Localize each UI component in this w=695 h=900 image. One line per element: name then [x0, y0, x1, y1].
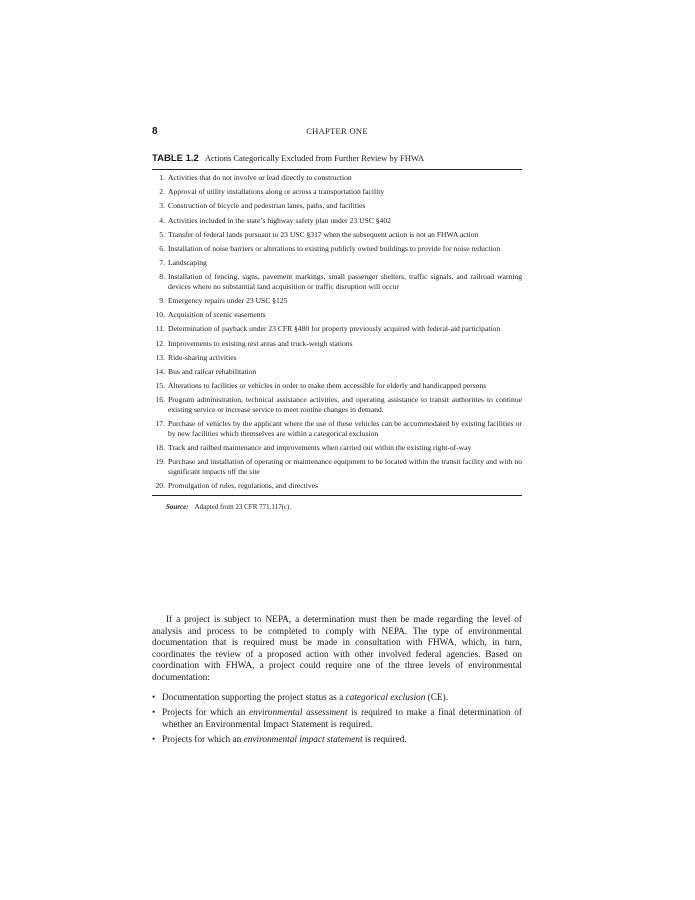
table-item-number: 4. — [159, 215, 165, 225]
bullet-item — [152, 693, 522, 705]
table-item-text: Emergency repairs under 23 USC §125 — [168, 296, 288, 306]
table-item-text: Activities that do not involve or lead directly to construction — [168, 173, 352, 182]
table-item — [152, 216, 522, 226]
table-item-text: Determination of payback under 23 CFR §480 for property previously acquired with federal-aid participation — [168, 324, 501, 334]
bullet-text-pre: Projects for which an — [162, 735, 244, 746]
table-title: Actions Categorically Excluded from Further Review by FHWA — [204, 153, 425, 163]
table-item-number: 8. — [159, 272, 165, 282]
bullet-text-post: (CE). — [425, 692, 449, 703]
table-item-text: Alterations to facilities or vehicles in order to make them accessible for elderly and handicapped persons — [168, 381, 487, 391]
table-item-number: 5. — [159, 229, 165, 239]
bullet-item — [152, 708, 522, 731]
table-item — [152, 353, 522, 363]
table-item-number: 7. — [159, 258, 165, 268]
body-text — [152, 615, 522, 751]
table-item-number: 20. — [155, 480, 165, 490]
bullet-list — [152, 693, 522, 747]
table-item-text: Purchase of vehicles by the applicant where the use of these vehicles can be accommodated by existing facilities or by new facilities which themselves are within a categorical exclusion — [168, 419, 522, 438]
table-item — [152, 481, 522, 491]
table-item-text: Approval of utility installations along or across a transportation facility — [168, 187, 385, 197]
table-item — [152, 395, 522, 414]
table-item — [152, 419, 522, 438]
table-source — [152, 503, 522, 511]
table-item-text: Landscaping — [168, 258, 207, 268]
bullet-text-em: environmental impact statement — [243, 735, 363, 746]
table-item-number: 12. — [155, 338, 165, 348]
table-bottom-rule — [152, 495, 522, 496]
table-item — [152, 230, 522, 240]
bullet-icon: • — [152, 708, 156, 719]
table-item — [152, 339, 522, 349]
bullet-text-pre: Projects for which an — [162, 708, 250, 719]
table-label: TABLE 1.2 — [152, 153, 199, 164]
table-item-number: 15. — [155, 381, 165, 391]
table-1-2 — [152, 153, 522, 511]
table-item-text: Transfer of federal lands pursuant to 23 USC §317 when the subsequent action is not an FHWA action — [168, 229, 479, 239]
source-label: Source: — [166, 503, 189, 512]
table-caption — [152, 153, 522, 164]
table-item-number: 3. — [159, 201, 165, 211]
table-item — [152, 258, 522, 268]
table-item-number: 9. — [159, 296, 165, 306]
bullet-text-em: environmental assessment — [249, 708, 348, 719]
table-item — [152, 187, 522, 197]
table-items — [152, 170, 522, 491]
table-item — [152, 443, 522, 453]
table-item-number: 13. — [155, 352, 165, 362]
table-item — [152, 244, 522, 254]
running-head: CHAPTER ONE — [306, 126, 368, 136]
bullet-icon: • — [152, 692, 156, 703]
table-item — [152, 457, 522, 476]
table-item-text: Construction of bicycle and pedestrian lanes, paths, and facilities — [168, 201, 366, 211]
bullet-text-post: is required. — [362, 735, 407, 746]
bullet-icon: • — [152, 735, 156, 746]
table-item-number: 18. — [155, 442, 165, 452]
table-item-text: Bus and railcar rehabilitation — [168, 367, 257, 377]
table-item-text: Improvements to existing rest areas and truck-weigh stations — [168, 338, 353, 348]
table-item-text: Promulgation of rules, regulations, and directives — [168, 480, 318, 490]
page-header — [152, 126, 522, 140]
table-item-number: 19. — [155, 457, 165, 467]
table-item-number: 6. — [159, 243, 165, 253]
table-item-text: Track and railbed maintenance and improvements when carried out within the existing right-of-way — [168, 442, 472, 452]
table-item — [152, 367, 522, 377]
bullet-text-post: is required to make a final determination of whether an Environmental Impact Statement is required. — [162, 708, 523, 730]
table-item-text: Installation of fencing, signs, pavement markings, small passenger shelters, traffic signals, and railroad warning devices where no substantial land acquisition or traffic disruption will occur — [168, 272, 522, 291]
table-item-text: Acquisition of scenic easements — [168, 310, 266, 320]
table-item — [152, 381, 522, 391]
table-item-text: Ride-sharing activities — [168, 352, 237, 362]
table-item-text: Installation of noise barriers or alterations to existing publicly owned buildings to provide for noise reduction — [168, 243, 501, 253]
table-item-number: 1. — [159, 173, 165, 182]
source-text: Adapted from 23 CFR 771.117(c). — [194, 503, 292, 512]
table-item-number: 14. — [155, 367, 165, 377]
table-item-number: 11. — [155, 324, 165, 334]
table-item — [152, 296, 522, 306]
table-item — [152, 324, 522, 334]
table-item-text: Program administration, technical assistance activities, and operating assistance to transit authorities to continue existing service or increase service to meet routine changes in demand. — [168, 395, 522, 414]
page-number: 8 — [152, 126, 158, 137]
table-item-number: 2. — [159, 187, 165, 197]
bullet-item — [152, 735, 522, 747]
table-item — [152, 310, 522, 320]
table-item-number: 17. — [155, 419, 165, 429]
table-item — [152, 201, 522, 211]
table-item-number: 16. — [155, 395, 165, 405]
bullet-text-em: categorical exclusion — [345, 692, 426, 703]
table-item — [152, 272, 522, 291]
bullet-text-pre: Documentation supporting the project status as a — [162, 692, 346, 703]
table-item-number: 10. — [155, 310, 165, 320]
body-paragraph: If a project is subject to NEPA, a determination must then be made regarding the level of analysis and process to be completed to comply with NEPA. The type of environmental documentation that is required must be made in consultation with FHWA, which, in turn, coordinates the review of a proposed action with other involved federal agencies. Based on coordination with FHWA, a project could require one of the three levels of environmental documentation: — [152, 615, 522, 683]
table-item-text: Purchase and installation of operating or maintenance equipment to be located within the transit facility and with no significant impacts off the site — [168, 457, 522, 476]
table-item-text: Activities included in the state’s highway safety plan under 23 USC §402 — [168, 215, 391, 225]
table-item — [152, 173, 522, 183]
